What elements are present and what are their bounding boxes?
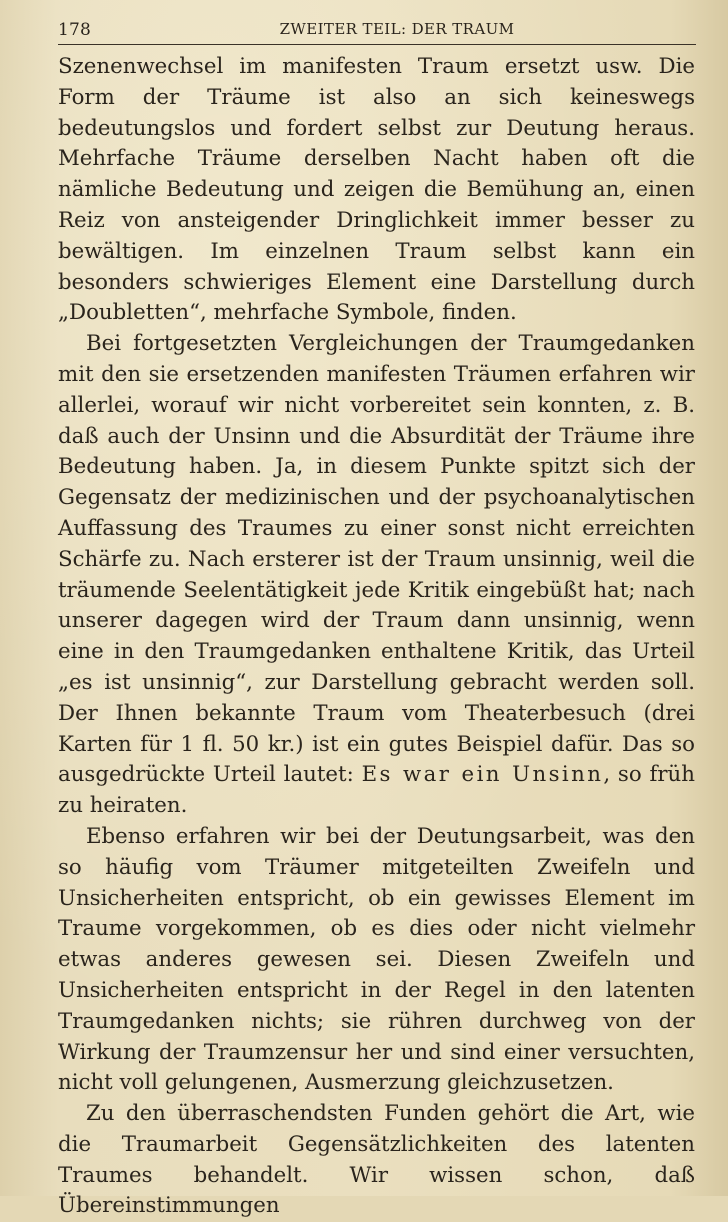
paragraph-text: Ebenso erfahren wir bei der Deutungsarbeit, was den so häufig vom Träumer mitgeteilten Zweifeln und Unsicherheiten entspricht, ob ein gewisses Element im Traume vorgekommen, ob es dies oder nicht vielmehr etwas anderes gewesen sei. Diesen Zweifeln und Unsicherheiten entspricht in der Regel in den latenten Traumgedanken nichts; sie rühren durchweg von der Wirkung der Traumzensur her und sind einer versuchten, nicht voll gelungenen, Ausmerzung gleichzusetzen.	[58, 823, 695, 1096]
paragraph-2	[58, 329, 695, 822]
running-head: ZWEITER TEIL: DER TRAUM	[279, 20, 515, 38]
paragraph-4	[58, 1099, 695, 1222]
paragraph-3	[58, 822, 695, 1099]
page-header	[58, 18, 696, 45]
emphasized-text: Es war ein Unsinn	[361, 762, 604, 788]
paragraph-text: , so früh zu heiraten.	[58, 762, 695, 819]
page-number: 178	[58, 20, 92, 40]
paragraph-text: Zu den überraschendsten Funden gehört die Art, wie die Traumarbeit Gegensätzlichkeiten des latenten Traumes behandelt. Wir wissen schon, daß Übereinstimmungen	[58, 1101, 695, 1219]
paragraph-1	[58, 52, 695, 329]
paragraph-text: Bei fortgesetzten Vergleichungen der Traumgedanken mit den sie ersetzenden manifesten Träumen erfahren wir allerlei, worauf wir nicht vorbereitet sein konnten, z. B. daß auch der Unsinn und die Absurdität der Träume ihre Bedeutung haben. Ja, in diesem Punkte spitzt sich der Gegensatz der medizinischen und der psychoanalytischen Auffassung des Traumes zu einer sonst nicht erreichten Schärfe zu. Nach ersterer ist der Traum unsinnig, weil die träumende Seelentätigkeit jede Kritik eingebüßt hat; nach unserer dagegen wird der Traum dann unsinnig, wenn eine in den Traumgedanken enthaltene Kritik, das Urteil „es ist unsinnig“, zur Darstellung gebracht werden soll. Der Ihnen bekannte Traum vom Theaterbesuch (drei Karten für 1 fl. 50 kr.) ist ein gutes Beispiel dafür. Das so ausgedrückte Urteil lautet:	[58, 331, 695, 788]
paragraph-text: Szenenwechsel im manifesten Traum ersetzt usw. Die Form der Träume ist also an sich keineswegs bedeutungslos und fordert selbst zur Deutung heraus. Mehrfache Träume derselben Nacht haben oft die nämliche Bedeutung und zeigen die Bemühung an, einen Reiz von ansteigender Dringlichkeit immer besser zu bewältigen. Im einzelnen Traum selbst kann ein besonders schwieriges Element eine Darstellung durch „Doubletten“, mehrfache Symbole, finden.	[58, 54, 695, 326]
body-text	[58, 52, 695, 1222]
